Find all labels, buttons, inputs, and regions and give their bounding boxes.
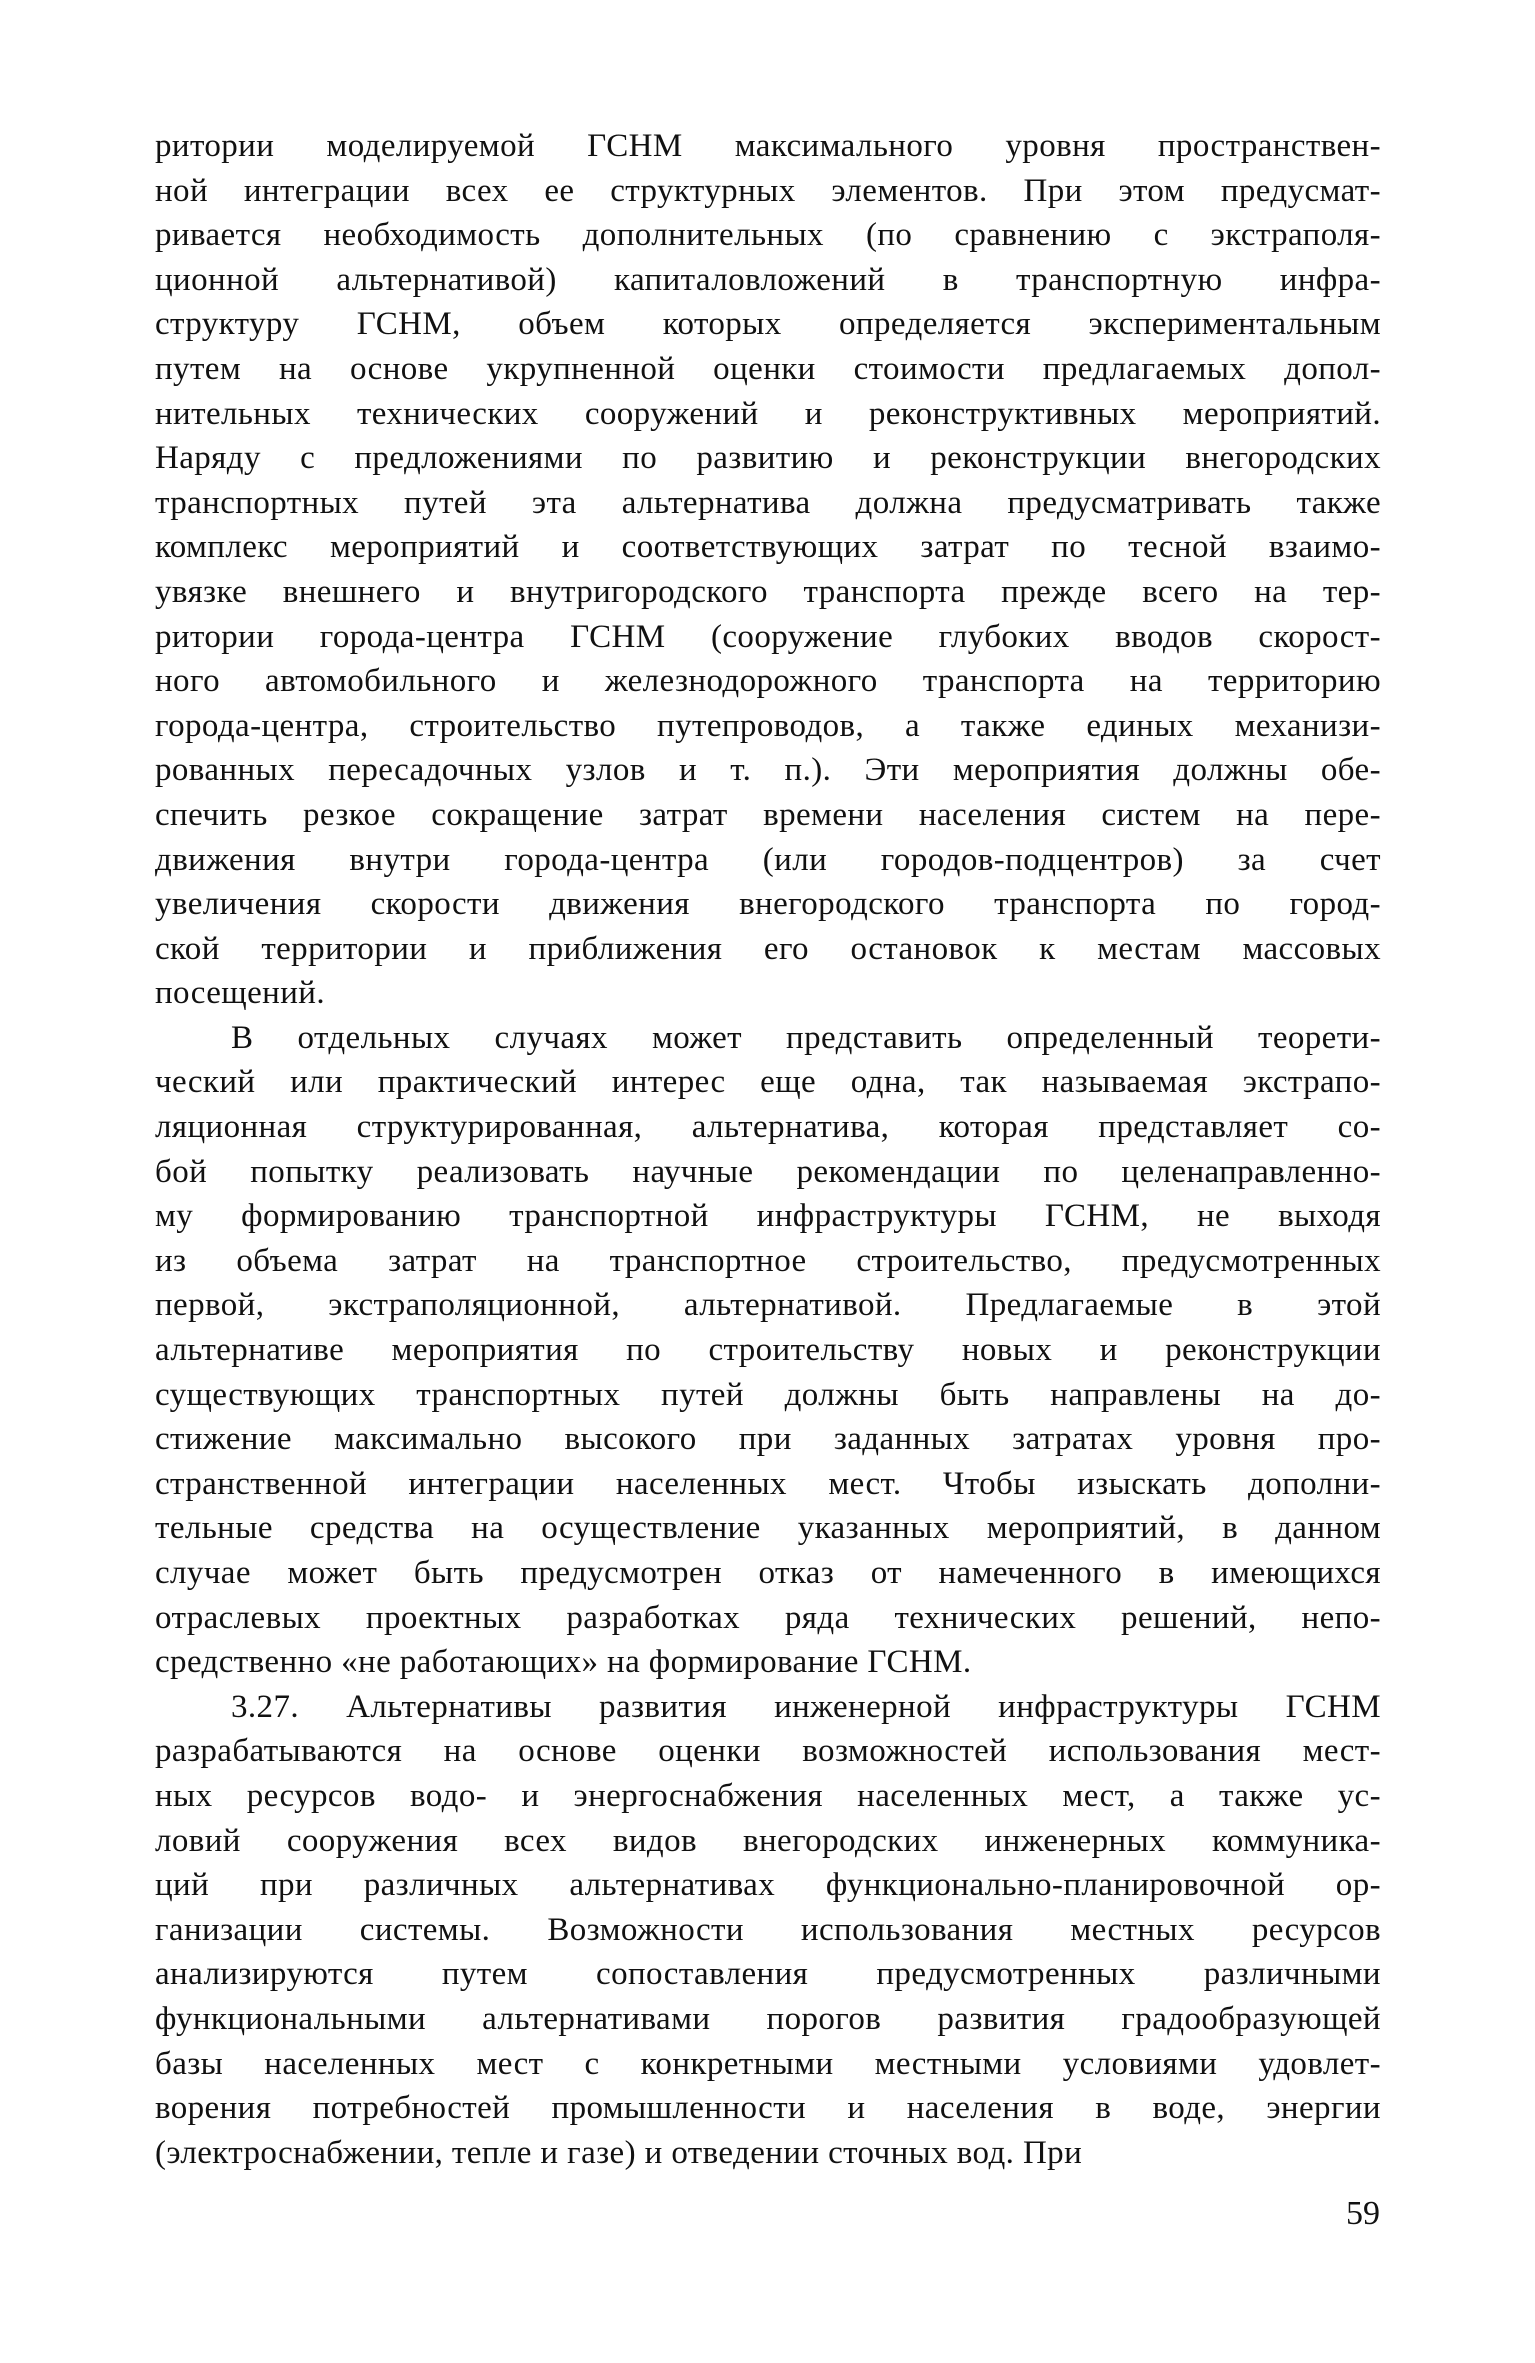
text-line: ворения потребностей промышленности и населения в воде, энергии [155, 2090, 1381, 2127]
text-line: рованных пересадочных узлов и т. п.). Эти мероприятия должны обе- [155, 752, 1381, 789]
text-line: тельные средства на осуществление указанных мероприятий, в данном [155, 1510, 1381, 1547]
text-line: средственно «не работающих» на формирование ГСНМ. [155, 1644, 972, 1681]
text-line: Наряду с предложениями по развитию и реконструкции внегородских [155, 440, 1381, 477]
text-line: отраслевых проектных разработках ряда технических решений, непо- [155, 1599, 1381, 1636]
text-line: ганизации системы. Возможности использования местных ресурсов [155, 1911, 1381, 1948]
text-line: функциональными альтернативами порогов развития градообразующей [155, 2000, 1381, 2037]
text-line: ных ресурсов водо- и энергоснабжения населенных мест, а также ус- [155, 1777, 1381, 1814]
text-line: ной интеграции всех ее структурных элементов. При этом предусмат- [155, 172, 1381, 209]
text-line: ного автомобильного и железнодорожного транспорта на территорию [155, 663, 1381, 700]
text-line: базы населенных мест с конкретными местными условиями удовлет- [155, 2045, 1381, 2082]
text-line: альтернативе мероприятия по строительству новых и реконструкции [155, 1332, 1381, 1369]
text-line: посещений. [155, 975, 325, 1012]
text-line: му формированию транспортной инфраструктуры ГСНМ, не выходя [155, 1198, 1381, 1235]
text-line: транспортных путей эта альтернатива должна предусматривать также [155, 484, 1381, 521]
text-line: первой, экстраполяционной, альтернативой. Предлагаемые в этой [155, 1287, 1381, 1324]
page-number: 59 [1346, 2195, 1380, 2232]
text-line: города-центра, строительство путепроводов, а также единых механизи- [155, 707, 1381, 744]
text-line: 3.27. Альтернативы развития инженерной инфраструктуры ГСНМ [231, 1688, 1381, 1725]
paragraph-3 [155, 1685, 1381, 2176]
text-line: спечить резкое сокращение затрат времени населения систем на пере- [155, 796, 1381, 833]
text-line: ритории города-центра ГСНМ (сооружение глубоких вводов скорост- [155, 618, 1381, 655]
text-line: увязке внешнего и внутригородского транспорта прежде всего на тер- [155, 573, 1381, 610]
text-line: ловий сооружения всех видов внегородских инженерных коммуника- [155, 1822, 1381, 1859]
text-line: комплекс мероприятий и соответствующих затрат по тесной взаимо- [155, 529, 1381, 566]
text-line: ционной альтернативой) капиталовложений в транспортную инфра- [155, 261, 1381, 298]
page-body [155, 124, 1381, 2175]
text-line: анализируются путем сопоставления предусмотренных различными [155, 1956, 1381, 1993]
text-line: (электроснабжении, тепле и газе) и отведении сточных вод. При [155, 2134, 1083, 2171]
text-line: существующих транспортных путей должны быть направлены на до- [155, 1376, 1381, 1413]
text-line: случае может быть предусмотрен отказ от намеченного в имеющихся [155, 1555, 1381, 1591]
text-line: из объема затрат на транспортное строительство, предусмотренных [155, 1242, 1381, 1279]
paragraph-2 [155, 1016, 1381, 1685]
text-line: структуру ГСНМ, объем которых определяется экспериментальным [155, 306, 1381, 343]
text-line: разрабатываются на основе оценки возможностей использования мест- [155, 1733, 1381, 1770]
text-line: ритории моделируемой ГСНМ максимального уровня пространствен- [155, 128, 1381, 164]
text-line: нительных технических сооружений и реконструктивных мероприятий. [155, 395, 1381, 432]
text-line: путем на основе укрупненной оценки стоимости предлагаемых допол- [155, 350, 1381, 387]
text-line: ривается необходимость дополнительных (по сравнению с экстраполя- [155, 217, 1381, 254]
text-line: ций при различных альтернативах функционально-планировочной ор- [155, 1867, 1381, 1904]
text-line: стижение максимально высокого при заданных затратах уровня про- [155, 1421, 1381, 1458]
text-line: В отдельных случаях может представить определенный теорети- [231, 1019, 1381, 1056]
text-line: ческий или практический интерес еще одна, так называемая экстрапо- [155, 1064, 1381, 1101]
text-line: увеличения скорости движения внегородского транспорта по город- [155, 886, 1381, 923]
paragraph-1 [155, 124, 1381, 1016]
text-line: странственной интеграции населенных мест. Чтобы изыскать дополни- [155, 1465, 1381, 1502]
text-line: ляционная структурированная, альтернатива, которая представляет со- [155, 1109, 1381, 1146]
text-line: движения внутри города-центра (или городов-подцентров) за счет [155, 841, 1381, 878]
text-line: ской территории и приближения его остановок к местам массовых [155, 930, 1381, 967]
text-line: бой попытку реализовать научные рекомендации по целенаправленно- [155, 1153, 1381, 1190]
